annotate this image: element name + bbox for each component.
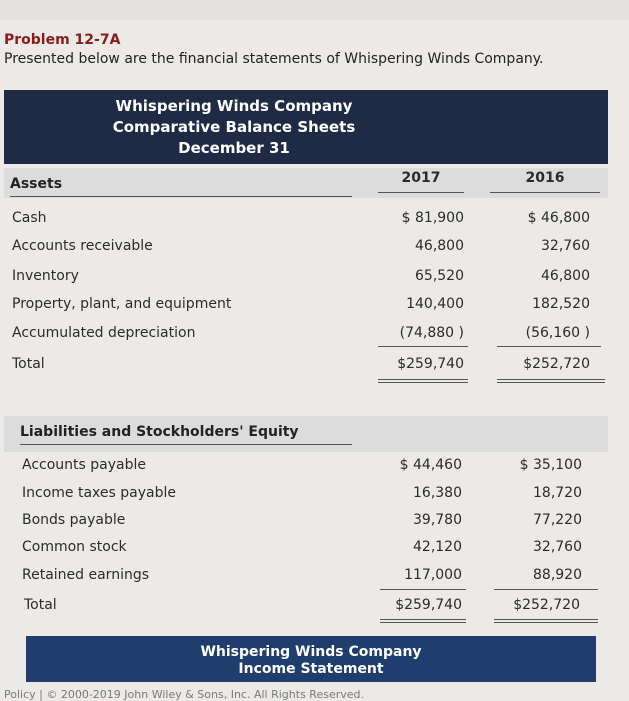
problem-description: Presented below are the financial statements of Whispering Winds Company. xyxy=(4,51,544,67)
total-double-rule-2016 xyxy=(494,619,598,620)
value-2017: 16,380 xyxy=(413,485,462,501)
subtotal-rule-2016 xyxy=(497,346,601,347)
value-2017: $ 44,460 xyxy=(399,457,462,473)
subtotal-rule-2017 xyxy=(380,589,466,590)
value-2016: 18,720 xyxy=(533,485,582,501)
statement-name: Comparative Balance Sheets xyxy=(112,118,356,136)
balance-sheet-header xyxy=(4,90,608,164)
value-2016: 32,760 xyxy=(533,539,582,555)
liabilities-heading: Liabilities and Stockholders' Equity xyxy=(20,424,352,440)
row-label: Inventory xyxy=(12,268,79,284)
income-statement-header xyxy=(26,636,596,682)
value-2017: 46,800 xyxy=(415,238,464,254)
row-label: Cash xyxy=(12,210,47,226)
subtotal-rule-2017 xyxy=(378,346,468,347)
problem-title: Problem 12-7A xyxy=(4,32,121,48)
value-2017: 39,780 xyxy=(413,512,462,528)
row-label: Accounts payable xyxy=(22,457,146,473)
subtotal-rule-2016 xyxy=(494,589,598,590)
value-2016: $ 46,800 xyxy=(527,210,590,226)
value-2016: $252,720 xyxy=(513,597,580,613)
value-2016: $ 35,100 xyxy=(519,457,582,473)
value-2016: 32,760 xyxy=(541,238,590,254)
value-2017: (74,880 ) xyxy=(399,325,464,341)
row-label: Property, plant, and equipment xyxy=(12,296,232,312)
row-label: Accumulated depreciation xyxy=(12,325,196,341)
total-double-rule-2017 xyxy=(380,619,466,620)
footer-copyright: Policy | © 2000-2019 John Wiley & Sons, Inc. All Rights Reserved. xyxy=(4,688,364,701)
value-2017: $259,740 xyxy=(395,597,462,613)
total-double-rule-2017 xyxy=(378,379,468,380)
row-label: Retained earnings xyxy=(22,567,150,583)
value-2016: (56,160 ) xyxy=(525,325,590,341)
assets-heading: Assets xyxy=(10,176,352,192)
company-name: Whispering Winds Company xyxy=(115,97,353,115)
value-2016: $252,720 xyxy=(523,356,590,372)
value-2017: $ 81,900 xyxy=(401,210,464,226)
value-2017: 42,120 xyxy=(413,539,462,555)
value-2016: 88,920 xyxy=(533,567,582,583)
row-label: Common stock xyxy=(22,539,127,555)
row-label: Income taxes payable xyxy=(22,485,176,501)
value-2016: 77,220 xyxy=(533,512,582,528)
row-label: Total xyxy=(12,356,45,372)
total-double-rule-2016 xyxy=(497,379,605,380)
row-label: Total xyxy=(24,597,57,613)
value-2017: 117,000 xyxy=(404,567,462,583)
column-2017-heading: 2017 xyxy=(378,170,464,186)
value-2017: 140,400 xyxy=(406,296,464,312)
row-label: Bonds payable xyxy=(22,512,126,528)
income-statement-name: Income Statement xyxy=(238,661,384,677)
value-2016: 182,520 xyxy=(532,296,590,312)
value-2017: 65,520 xyxy=(415,268,464,284)
value-2016: 46,800 xyxy=(541,268,590,284)
top-bar xyxy=(0,0,629,20)
statement-date: December 31 xyxy=(178,139,290,157)
row-label: Accounts receivable xyxy=(12,238,153,254)
value-2017: $259,740 xyxy=(397,356,464,372)
income-company-name: Whispering Winds Company xyxy=(200,644,422,660)
column-2016-heading: 2016 xyxy=(490,170,600,186)
